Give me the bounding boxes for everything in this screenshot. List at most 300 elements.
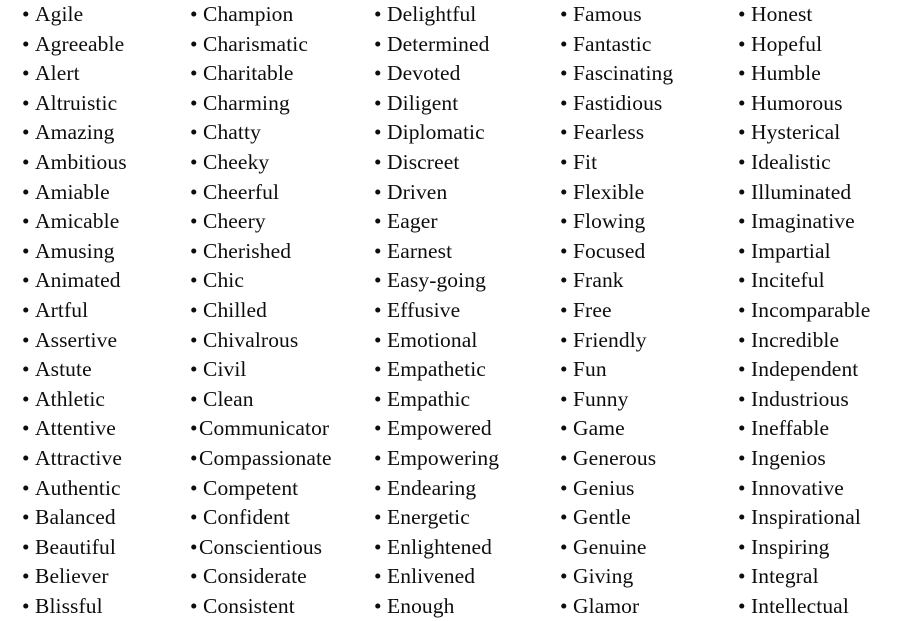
bullet-icon: •	[190, 268, 198, 293]
bullet-icon: •	[738, 297, 746, 322]
list-item	[560, 237, 728, 267]
word-label: Independent	[751, 357, 859, 382]
bullet-icon: •	[738, 445, 746, 470]
bullet-icon: •	[22, 564, 30, 589]
list-item	[190, 0, 364, 30]
bullet-icon: •	[374, 61, 382, 86]
bullet-icon: •	[190, 61, 198, 86]
bullet-icon: •	[374, 534, 382, 559]
word-label: Chilled	[203, 297, 268, 322]
bullet-icon: •	[738, 149, 746, 174]
word-label: Altruistic	[35, 90, 118, 115]
bullet-icon: •	[560, 445, 568, 470]
bullet-icon: •	[22, 149, 30, 174]
bullet-icon: •	[374, 445, 382, 470]
word-label: Communicator	[199, 416, 330, 441]
bullet-icon: •	[560, 90, 568, 115]
list-item	[738, 385, 924, 415]
word-label: Cheeky	[203, 149, 270, 174]
list-item	[560, 296, 728, 326]
bullet-icon: •	[560, 475, 568, 500]
word-label: Ambitious	[35, 149, 127, 174]
list-item	[738, 237, 924, 267]
bullet-icon: •	[22, 386, 30, 411]
word-label: Industrious	[751, 386, 849, 411]
word-label: Intellectual	[751, 593, 849, 618]
word-label: Integral	[751, 564, 819, 589]
bullet-icon: •	[560, 31, 568, 56]
word-label: Compassionate	[199, 445, 332, 470]
bullet-icon: •	[22, 268, 30, 293]
bullet-icon: •	[374, 386, 382, 411]
list-item	[560, 533, 728, 563]
word-label: Authentic	[35, 475, 121, 500]
bullet-icon: •	[560, 534, 568, 559]
bullet-icon: •	[374, 31, 382, 56]
list-item	[190, 592, 364, 621]
list-item	[560, 118, 728, 148]
word-label: Imaginative	[751, 209, 855, 234]
bullet-icon: •	[738, 209, 746, 234]
word-column-3	[550, 0, 728, 621]
bullet-icon: •	[738, 90, 746, 115]
list-item	[22, 266, 180, 296]
bullet-icon: •	[560, 297, 568, 322]
bullet-icon: •	[22, 209, 30, 234]
bullet-icon: •	[738, 593, 746, 618]
list-item	[22, 178, 180, 208]
list-item	[22, 355, 180, 385]
bullet-icon: •	[560, 2, 568, 26]
list-item	[374, 148, 550, 178]
bullet-icon: •	[374, 327, 382, 352]
list-item	[560, 444, 728, 474]
list-item	[374, 118, 550, 148]
bullet-icon: •	[560, 416, 568, 441]
word-label: Conscientious	[199, 534, 323, 559]
bullet-icon: •	[560, 268, 568, 293]
list-item	[190, 503, 364, 533]
word-label: Glamor	[573, 593, 640, 618]
word-label: Incredible	[751, 327, 840, 352]
word-label: Discreet	[387, 149, 460, 174]
list-item	[738, 503, 924, 533]
word-label: Flexible	[573, 179, 645, 204]
list-item	[22, 326, 180, 356]
word-label: Fit	[573, 149, 598, 174]
word-label: Giving	[573, 564, 634, 589]
list-item	[22, 0, 180, 30]
list-item	[190, 444, 364, 474]
list-item	[190, 414, 364, 444]
list-item	[738, 30, 924, 60]
list-item	[374, 533, 550, 563]
word-label: Balanced	[35, 505, 116, 530]
list-item	[374, 444, 550, 474]
list-item	[374, 89, 550, 119]
word-label: Gentle	[573, 505, 631, 530]
bullet-icon: •	[190, 90, 198, 115]
list-item	[190, 89, 364, 119]
list-item	[190, 148, 364, 178]
bullet-icon: •	[374, 120, 382, 145]
bullet-icon: •	[190, 120, 198, 145]
list-item	[190, 59, 364, 89]
bullet-icon: •	[560, 386, 568, 411]
bullet-icon: •	[560, 238, 568, 263]
word-label: Effusive	[387, 297, 461, 322]
list-item	[22, 533, 180, 563]
word-label: Confident	[203, 505, 290, 530]
list-item	[738, 207, 924, 237]
list-item	[22, 592, 180, 621]
word-label: Amiable	[35, 179, 110, 204]
bullet-icon: •	[22, 61, 30, 86]
word-label: Endearing	[387, 475, 477, 500]
word-label: Clean	[203, 386, 254, 411]
list-item	[738, 266, 924, 296]
list-item	[374, 592, 550, 621]
list-item	[374, 207, 550, 237]
list-item	[190, 474, 364, 504]
bullet-icon: •	[560, 149, 568, 174]
word-label: Attractive	[35, 445, 122, 470]
bullet-icon: •	[190, 386, 198, 411]
bullet-icon: •	[22, 238, 30, 263]
bullet-icon: •	[374, 90, 382, 115]
list-item	[374, 326, 550, 356]
bullet-icon: •	[190, 416, 198, 441]
word-label: Ingenios	[751, 445, 826, 470]
bullet-icon: •	[22, 505, 30, 530]
word-label: Impartial	[751, 238, 831, 263]
word-label: Empowered	[387, 416, 492, 441]
bullet-icon: •	[560, 327, 568, 352]
list-item	[738, 89, 924, 119]
bullet-icon: •	[738, 268, 746, 293]
word-label: Blissful	[35, 593, 103, 618]
word-label: Amicable	[35, 209, 120, 234]
word-label: Competent	[203, 475, 299, 500]
list-item	[190, 178, 364, 208]
list-item	[22, 30, 180, 60]
bullet-icon: •	[374, 564, 382, 589]
list-item	[22, 444, 180, 474]
word-label: Fascinating	[573, 61, 674, 86]
word-label: Honest	[751, 2, 813, 26]
bullet-icon: •	[190, 2, 198, 26]
list-item	[190, 355, 364, 385]
word-label: Cheery	[203, 209, 266, 234]
word-label: Empathetic	[387, 357, 486, 382]
bullet-icon: •	[738, 505, 746, 530]
bullet-icon: •	[22, 90, 30, 115]
bullet-icon: •	[22, 416, 30, 441]
bullet-icon: •	[190, 564, 198, 589]
bullet-icon: •	[22, 179, 30, 204]
bullet-icon: •	[738, 475, 746, 500]
bullet-icon: •	[22, 327, 30, 352]
word-label: Champion	[203, 2, 294, 26]
word-label: Charming	[203, 90, 290, 115]
bullet-icon: •	[190, 297, 198, 322]
word-label: Empathic	[387, 386, 471, 411]
bullet-icon: •	[738, 564, 746, 589]
bullet-icon: •	[560, 357, 568, 382]
list-item	[22, 474, 180, 504]
list-item	[190, 207, 364, 237]
list-item	[190, 533, 364, 563]
word-label: Empowering	[387, 445, 500, 470]
word-label: Athletic	[35, 386, 106, 411]
list-item	[374, 237, 550, 267]
word-label: Agreeable	[35, 31, 125, 56]
word-label: Determined	[387, 31, 490, 56]
word-label: Energetic	[387, 505, 470, 530]
bullet-icon: •	[374, 505, 382, 530]
word-label: Chatty	[203, 120, 261, 145]
list-item	[560, 385, 728, 415]
word-label: Funny	[573, 386, 629, 411]
list-item	[190, 326, 364, 356]
word-label: Hysterical	[751, 120, 841, 145]
bullet-icon: •	[560, 120, 568, 145]
word-label: Devoted	[387, 61, 461, 86]
bullet-icon: •	[560, 61, 568, 86]
word-label: Diligent	[387, 90, 459, 115]
word-label: Chic	[203, 268, 245, 293]
word-label: Easy-going	[387, 268, 486, 293]
word-label: Inspiring	[751, 534, 830, 559]
bullet-icon: •	[190, 149, 198, 174]
list-item	[374, 296, 550, 326]
bullet-icon: •	[22, 2, 30, 26]
bullet-icon: •	[190, 31, 198, 56]
word-label: Fearless	[573, 120, 645, 145]
bullet-icon: •	[374, 475, 382, 500]
list-item	[190, 118, 364, 148]
list-item	[560, 0, 728, 30]
word-label: Incomparable	[751, 297, 871, 322]
bullet-icon: •	[374, 416, 382, 441]
list-item	[738, 414, 924, 444]
bullet-icon: •	[374, 238, 382, 263]
list-item	[374, 474, 550, 504]
list-item	[738, 326, 924, 356]
list-item	[560, 326, 728, 356]
word-label: Fastidious	[573, 90, 663, 115]
list-item	[22, 562, 180, 592]
bullet-icon: •	[190, 505, 198, 530]
word-label: Artful	[35, 297, 89, 322]
word-column-2	[364, 0, 550, 621]
list-item	[22, 296, 180, 326]
list-item	[738, 59, 924, 89]
word-label: Humorous	[751, 90, 843, 115]
word-label: Earnest	[387, 238, 453, 263]
list-item	[738, 118, 924, 148]
list-item	[190, 237, 364, 267]
word-label: Believer	[35, 564, 109, 589]
list-item	[374, 178, 550, 208]
word-label: Beautiful	[35, 534, 116, 559]
list-item	[22, 414, 180, 444]
bullet-icon: •	[738, 327, 746, 352]
bullet-icon: •	[190, 209, 198, 234]
list-item	[190, 296, 364, 326]
bullet-icon: •	[190, 238, 198, 263]
word-label: Emotional	[387, 327, 478, 352]
list-item	[738, 592, 924, 621]
bullet-icon: •	[738, 179, 746, 204]
word-label: Attentive	[35, 416, 116, 441]
list-item	[738, 444, 924, 474]
list-item	[738, 148, 924, 178]
word-label: Genius	[573, 475, 635, 500]
word-label: Animated	[35, 268, 121, 293]
word-label: Cherished	[203, 238, 292, 263]
list-item	[560, 503, 728, 533]
word-label: Hopeful	[751, 31, 823, 56]
list-item	[560, 474, 728, 504]
word-label: Game	[573, 416, 625, 441]
bullet-icon: •	[190, 357, 198, 382]
bullet-icon: •	[22, 445, 30, 470]
list-item	[22, 89, 180, 119]
bullet-icon: •	[22, 120, 30, 145]
word-label: Driven	[387, 179, 448, 204]
word-label: Famous	[573, 2, 642, 26]
bullet-icon: •	[374, 209, 382, 234]
list-item	[190, 30, 364, 60]
word-column-4	[728, 0, 924, 621]
word-label: Inciteful	[751, 268, 825, 293]
bullet-icon: •	[560, 209, 568, 234]
bullet-icon: •	[738, 238, 746, 263]
word-label: Civil	[203, 357, 247, 382]
bullet-icon: •	[374, 2, 382, 26]
bullet-icon: •	[374, 268, 382, 293]
list-item	[22, 237, 180, 267]
word-label: Cheerful	[203, 179, 280, 204]
bullet-icon: •	[190, 534, 198, 559]
word-label: Astute	[35, 357, 92, 382]
list-item	[560, 30, 728, 60]
word-column-1	[180, 0, 364, 621]
list-item	[374, 30, 550, 60]
word-label: Charismatic	[203, 31, 308, 56]
bullet-icon: •	[738, 2, 746, 26]
word-label: Enlivened	[387, 564, 476, 589]
bullet-icon: •	[738, 534, 746, 559]
word-label: Eager	[387, 209, 438, 234]
list-item	[374, 562, 550, 592]
list-item	[560, 562, 728, 592]
bullet-icon: •	[738, 61, 746, 86]
list-item	[560, 207, 728, 237]
word-column-0	[0, 0, 180, 621]
bullet-icon: •	[560, 564, 568, 589]
list-item	[738, 0, 924, 30]
bullet-icon: •	[560, 505, 568, 530]
word-label: Frank	[573, 268, 624, 293]
bullet-icon: •	[560, 179, 568, 204]
bullet-icon: •	[374, 179, 382, 204]
word-label: Flowing	[573, 209, 646, 234]
list-item	[738, 562, 924, 592]
list-item	[738, 474, 924, 504]
list-item	[560, 148, 728, 178]
list-item	[374, 503, 550, 533]
word-label: Amazing	[35, 120, 115, 145]
word-label: Considerate	[203, 564, 307, 589]
bullet-icon: •	[738, 120, 746, 145]
word-label: Charitable	[203, 61, 294, 86]
bullet-icon: •	[22, 534, 30, 559]
bullet-icon: •	[738, 357, 746, 382]
bullet-icon: •	[22, 475, 30, 500]
list-item	[560, 266, 728, 296]
list-item	[560, 89, 728, 119]
list-item	[374, 355, 550, 385]
bullet-icon: •	[738, 416, 746, 441]
list-item	[22, 503, 180, 533]
list-item	[374, 266, 550, 296]
list-item	[374, 385, 550, 415]
word-label: Ineffable	[751, 416, 830, 441]
list-item	[560, 414, 728, 444]
bullet-icon: •	[374, 149, 382, 174]
word-label: Alert	[35, 61, 80, 86]
list-item	[22, 59, 180, 89]
bullet-icon: •	[190, 593, 198, 618]
bullet-icon: •	[738, 31, 746, 56]
word-label: Enlightened	[387, 534, 492, 559]
list-item	[374, 0, 550, 30]
word-label: Friendly	[573, 327, 647, 352]
list-item	[190, 385, 364, 415]
list-item	[738, 355, 924, 385]
word-label: Innovative	[751, 475, 844, 500]
word-label: Amusing	[35, 238, 115, 263]
list-item	[22, 207, 180, 237]
list-item	[190, 562, 364, 592]
word-label: Humble	[751, 61, 821, 86]
list-item	[22, 118, 180, 148]
word-label: Delightful	[387, 2, 477, 26]
bullet-icon: •	[190, 475, 198, 500]
word-label: Idealistic	[751, 149, 831, 174]
bullet-icon: •	[22, 31, 30, 56]
word-label: Free	[573, 297, 612, 322]
list-item	[738, 533, 924, 563]
word-label: Assertive	[35, 327, 118, 352]
list-item	[560, 178, 728, 208]
list-item	[22, 385, 180, 415]
word-label: Fantastic	[573, 31, 652, 56]
word-label: Inspirational	[751, 505, 861, 530]
word-label: Focused	[573, 238, 646, 263]
bullet-icon: •	[190, 327, 198, 352]
bullet-icon: •	[560, 593, 568, 618]
bullet-icon: •	[22, 593, 30, 618]
list-item	[190, 266, 364, 296]
list-item	[560, 592, 728, 621]
bullet-icon: •	[22, 297, 30, 322]
word-label: Genuine	[573, 534, 647, 559]
list-item	[374, 414, 550, 444]
bullet-icon: •	[374, 357, 382, 382]
